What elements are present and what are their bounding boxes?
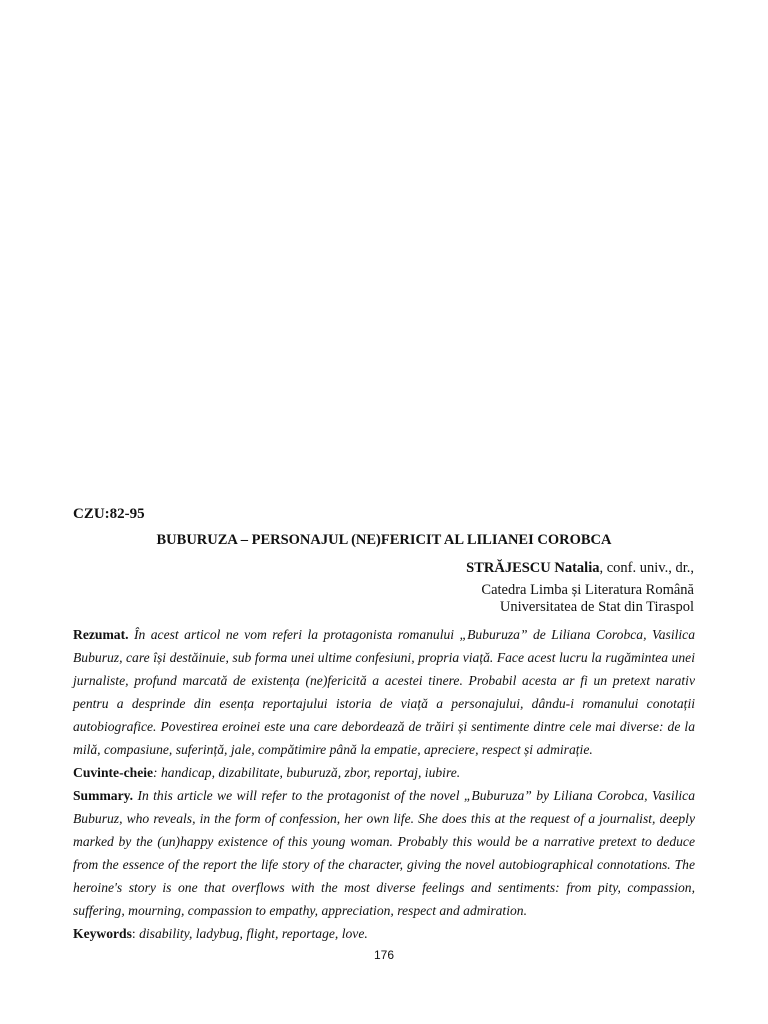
author-department: Catedra Limba și Literatura Română	[481, 582, 694, 598]
author-university: Universitatea de Stat din Tiraspol	[499, 599, 694, 615]
author-titles: , conf. univ., dr.,	[599, 560, 694, 576]
cuvinte-cheie-text: : handicap, dizabilitate, buburuză, zbor, reportaj, iubire.	[153, 765, 461, 780]
keywords-text: disability, ladybug, flight, reportage, love.	[139, 926, 368, 941]
czu-code: CZU:82-95	[73, 506, 145, 522]
article-title: BUBURUZA – PERSONAJUL (NE)FERICIT AL LILIANEI COROBCA	[156, 532, 612, 548]
rezumat-paragraph: Rezumat. În acest articol ne vom referi la protagonista romanului „Buburuza” de Liliana Corobca, Vasilica Buburuz, care își destăinuie, sub forma unei ultime confesiuni, propria viață. Face acest lucru la rugămintea unei jurnaliste, profund marcată de existența (ne)fericită a acestei tinere. Probabil acesta ar fi un pretext narativ pentru a desprinde din esența reportajului istoria de viață a personajului, dându-i romanului conotații autobiografice. Povestirea eroinei este una care debordează de trăiri și sentimente dintre cele mai diverse: de la milă, compasiune, suferință, jale, compătimire până la empatie, apreciere, respect și admirație.	[73, 627, 696, 757]
author-line	[466, 560, 694, 577]
cuvinte-cheie-label: Cuvinte-cheie	[73, 765, 154, 780]
author-name: STRĂJESCU Natalia	[466, 560, 600, 576]
summary-paragraph: Summary. In this article we will refer to the protagonist of the novel „Buburuza” by Liliana Corobca, Vasilica Buburuz, who reveals, in the form of confession, her own life. She does this at the request of a journalist, deeply marked by the (un)happy existence of this young woman. Probably this would be a narrative pretext to deduce from the essence of the report the life story of the character, giving the novel autobiographical connotations. The heroine's story is one that overflows with the most diverse feelings and sentiments: from pity, compassion, suffering, mourning, compassion to empathy, appreciation, respect and admiration.	[73, 788, 696, 918]
keywords-label: Keywords	[73, 926, 132, 941]
summary-text: In this article we will refer to the protagonist of the novel „Buburuza” by Liliana Corobca, Vasilica Buburuz, who reveals, in the form of confession, her own life. She does this at the request of a journalist, deeply marked by the (un)happy existence of this young woman. Probably this would be a narrative pretext to deduce from the essence of the report the life story of the character, giving the novel autobiographical connotations. The heroine's story is one that overflows with the most diverse feelings and sentiments: from pity, compassion, suffering, mourning, compassion to empathy, appreciation, respect and admiration.	[73, 788, 696, 918]
page-number: 176	[373, 948, 395, 962]
rezumat-text: În acest articol ne vom referi la protagonista romanului „Buburuza” de Liliana Corobca, Vasilica Buburuz, care își destăinuie, sub forma unei ultime confesiuni, propria viață. Face acest lucru la rugămintea unei jurnaliste, profund marcată de existența (ne)fericită a acestei tinere. Probabil acesta ar fi un pretext narativ pentru a desprinde din esența reportajului istoria de viață a personajului, dându-i romanului conotații autobiografice. Povestirea eroinei este una care debordează de trăiri și sentimente dintre cele mai diverse: de la milă, compasiune, suferință, jale, compătimire până la empatie, apreciere, respect și admirație.	[73, 627, 696, 757]
summary-label: Summary	[73, 788, 130, 803]
keywords-paragraph: Keywords: disability, ladybug, flight, reportage, love.	[73, 926, 368, 941]
rezumat-label: Rezumat	[73, 627, 126, 642]
cuvinte-cheie-paragraph	[73, 761, 695, 784]
